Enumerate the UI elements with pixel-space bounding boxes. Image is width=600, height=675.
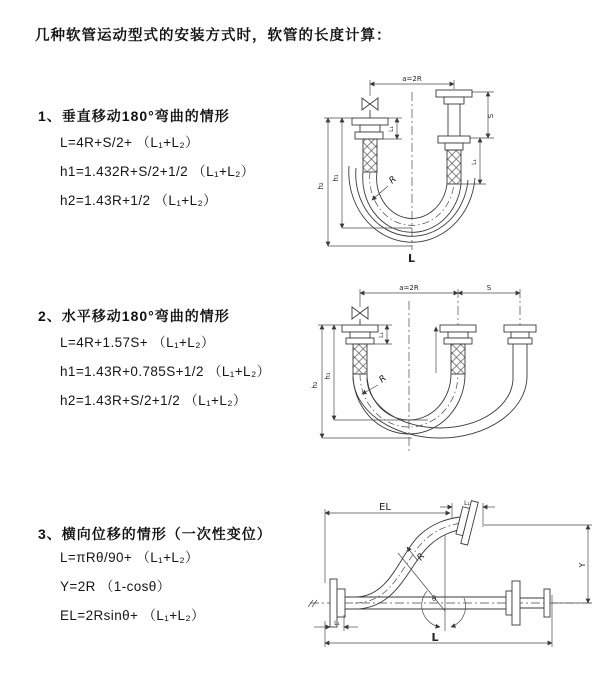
formula-line: h2=1.43R+S/2+1/2 （L₁+L₂） <box>60 393 247 408</box>
middle-pipe-assembly <box>436 325 476 374</box>
dim-label-l1: L₁ <box>464 500 470 507</box>
section3-formulas <box>60 543 205 630</box>
dim-label-l1: L₁ <box>388 126 395 132</box>
centerlines <box>370 80 454 250</box>
dim-label-l1: L₁ <box>334 620 340 627</box>
dim-label-y: Y <box>578 562 587 568</box>
dim-label-el: EL <box>379 502 391 513</box>
braided-hose-section <box>363 139 377 172</box>
dim-label-r: R <box>415 551 428 563</box>
radius-leader <box>372 175 399 200</box>
dim-span-a2r <box>360 284 520 293</box>
right-pipe-assembly <box>436 90 472 184</box>
dim-label-l: L <box>431 631 439 644</box>
dim-label-theta: θ <box>432 595 437 603</box>
centerlines <box>360 289 520 451</box>
section2-heading: 2、水平移动180°弯曲的情形 <box>38 308 230 324</box>
diagram-lateral-displacement <box>300 497 600 654</box>
braided-hose-section <box>447 150 461 184</box>
section2-formulas <box>60 328 271 415</box>
dim-label-a2r: a=2R <box>402 75 422 83</box>
dim-label-h2: h₂ <box>311 381 319 389</box>
dim-label-a2r: a=2R <box>399 284 419 292</box>
section3-heading: 3、横向位移的情形（一次性变位） <box>38 526 272 542</box>
dim-label-l: L <box>408 252 416 265</box>
dim-label-s: S <box>486 284 492 292</box>
dim-label-l1: L₁ <box>471 159 478 165</box>
dim-y <box>484 525 592 603</box>
section1-heading: 1、垂直移动180°弯曲的情形 <box>38 108 230 124</box>
braided-hose-section <box>353 344 367 374</box>
dim-label-h1: h₁ <box>332 174 340 182</box>
braided-hose-section <box>451 344 465 374</box>
formula-line: EL=2Rsinθ+ （L₁+L₂） <box>60 608 205 623</box>
valve-icon <box>362 98 378 118</box>
dim-label-l1: L₁ <box>378 332 385 338</box>
formula-line: h1=1.43R+0.785S+1/2 （L₁+L₂） <box>60 364 271 379</box>
valve-icon <box>352 307 368 325</box>
dim-label-h1: h₁ <box>324 372 332 380</box>
formula-line: L=πRθ/90+ （L₁+L₂） <box>60 550 199 565</box>
left-pipe-assembly <box>352 118 388 172</box>
hose-s-curve-displaced <box>355 517 464 609</box>
formula-line: L=4R+1.57S+ （L₁+L₂） <box>60 335 215 350</box>
dim-label-r: R <box>377 373 389 386</box>
diagram-horizontal-180-bend <box>308 281 600 467</box>
formula-line: h2=1.43R+1/2 （L₁+L₂） <box>60 193 218 208</box>
dim-label-h2: h₂ <box>317 182 325 190</box>
radius-leader <box>362 374 389 394</box>
diagram-vertical-180-bend <box>312 70 598 266</box>
dim-span-a2r <box>370 75 454 84</box>
left-pipe-assembly <box>342 325 378 374</box>
right-pipe-assembly <box>504 325 536 344</box>
section1-formulas <box>60 128 255 215</box>
page-title: 几种软管运动型式的安装方式时，软管的长度计算： <box>35 28 392 44</box>
formula-line: h1=1.432R+S/2+1/2 （L₁+L₂） <box>60 164 255 179</box>
dim-el <box>325 502 450 583</box>
formula-line: Y=2R （1-cosθ） <box>60 579 171 594</box>
dim-label-r: R <box>387 174 399 187</box>
formula-line: L=4R+S/2+ （L₁+L₂） <box>60 135 199 150</box>
dim-label-s: S <box>487 113 495 119</box>
